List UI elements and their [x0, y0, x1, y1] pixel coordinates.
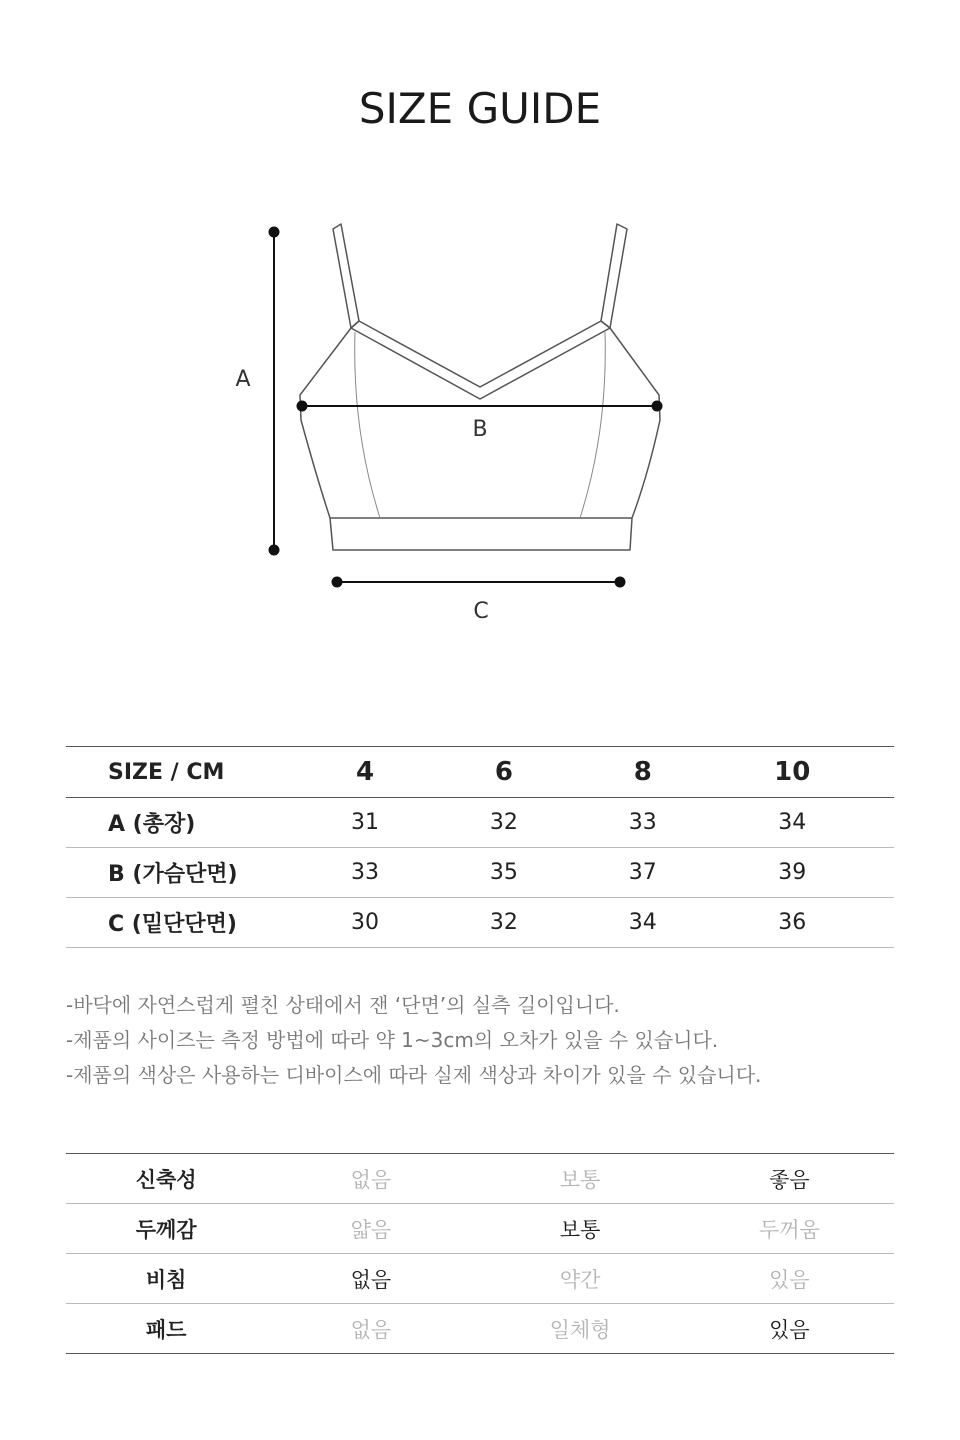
table-row — [66, 798, 894, 848]
measurement-value: 32 — [413, 898, 595, 948]
size-column-header: 4 — [317, 747, 412, 798]
feature-option: 보통 — [475, 1154, 684, 1204]
right-strap — [601, 224, 627, 328]
feature-option: 약간 — [475, 1254, 684, 1304]
feature-row-thickness — [66, 1204, 894, 1254]
fabric-feature-table — [66, 1153, 894, 1354]
note-line: -제품의 사이즈는 측정 방법에 따라 약 1~3cm의 오차가 있을 수 있습니다. — [66, 1028, 719, 1052]
measurement-value: 39 — [690, 848, 894, 898]
note-line: -제품의 색상은 사용하는 디바이스에 따라 실제 색상과 차이가 있을 수 있습니다. — [66, 1063, 762, 1087]
measurement-label: A (총장) — [66, 798, 317, 848]
feature-name: 패드 — [66, 1304, 266, 1354]
size-column-header: 8 — [595, 747, 690, 798]
feature-option: 있음 — [685, 1254, 894, 1304]
feature-option-selected: 보통 — [475, 1204, 684, 1254]
size-column-header: 6 — [413, 747, 595, 798]
right-seam — [580, 332, 605, 518]
size-table-header-row — [66, 747, 894, 798]
feature-name: 비침 — [66, 1254, 266, 1304]
measurement-value: 33 — [317, 848, 412, 898]
measure-c-label: C — [473, 599, 489, 624]
measurement-value: 31 — [317, 798, 412, 848]
measure-b-label: B — [472, 417, 488, 442]
feature-option: 없음 — [266, 1304, 475, 1354]
measure-a-bottom-dot — [270, 546, 279, 555]
measure-c-right-dot — [616, 578, 625, 587]
measurement-label: B (가슴단면) — [66, 848, 317, 898]
feature-name: 신축성 — [66, 1154, 266, 1204]
measure-c-left-dot — [333, 578, 342, 587]
feature-option: 일체형 — [475, 1304, 684, 1354]
left-strap — [333, 224, 359, 328]
feature-option-selected: 좋음 — [685, 1154, 894, 1204]
measure-a-top-dot — [270, 228, 279, 237]
measure-b-left-dot — [298, 402, 307, 411]
feature-row-pad — [66, 1304, 894, 1354]
feature-option: 두꺼움 — [685, 1204, 894, 1254]
measurement-value: 33 — [595, 798, 690, 848]
feature-option: 얇음 — [266, 1204, 475, 1254]
feature-option: 없음 — [266, 1154, 475, 1204]
garment-diagram — [0, 0, 960, 680]
size-table — [66, 746, 894, 948]
size-column-header: 10 — [690, 747, 894, 798]
measurement-value: 32 — [413, 798, 595, 848]
measurement-label: C (밑단단면) — [66, 898, 317, 948]
size-unit-header: SIZE / CM — [66, 747, 317, 798]
neckline-band — [351, 321, 610, 399]
bralette-outline-drawing — [0, 0, 960, 680]
feature-name: 두께감 — [66, 1204, 266, 1254]
table-row — [66, 848, 894, 898]
measurement-value: 37 — [595, 848, 690, 898]
table-row — [66, 898, 894, 948]
feature-option-selected: 있음 — [685, 1304, 894, 1354]
left-seam — [355, 332, 380, 518]
page-title: SIZE GUIDE — [358, 84, 602, 133]
note-line: -바닥에 자연스럽게 펼친 상태에서 잰 ‘단면’의 실측 길이입니다. — [66, 993, 620, 1017]
feature-row-stretch — [66, 1154, 894, 1204]
measurement-value: 34 — [595, 898, 690, 948]
measurement-value: 30 — [317, 898, 412, 948]
feature-row-sheerness — [66, 1254, 894, 1304]
size-notes — [66, 988, 894, 1093]
measure-b-right-dot — [653, 402, 662, 411]
measurement-value: 36 — [690, 898, 894, 948]
measurement-value: 35 — [413, 848, 595, 898]
measure-a-label: A — [235, 367, 251, 392]
measurement-value: 34 — [690, 798, 894, 848]
feature-option-selected: 없음 — [266, 1254, 475, 1304]
